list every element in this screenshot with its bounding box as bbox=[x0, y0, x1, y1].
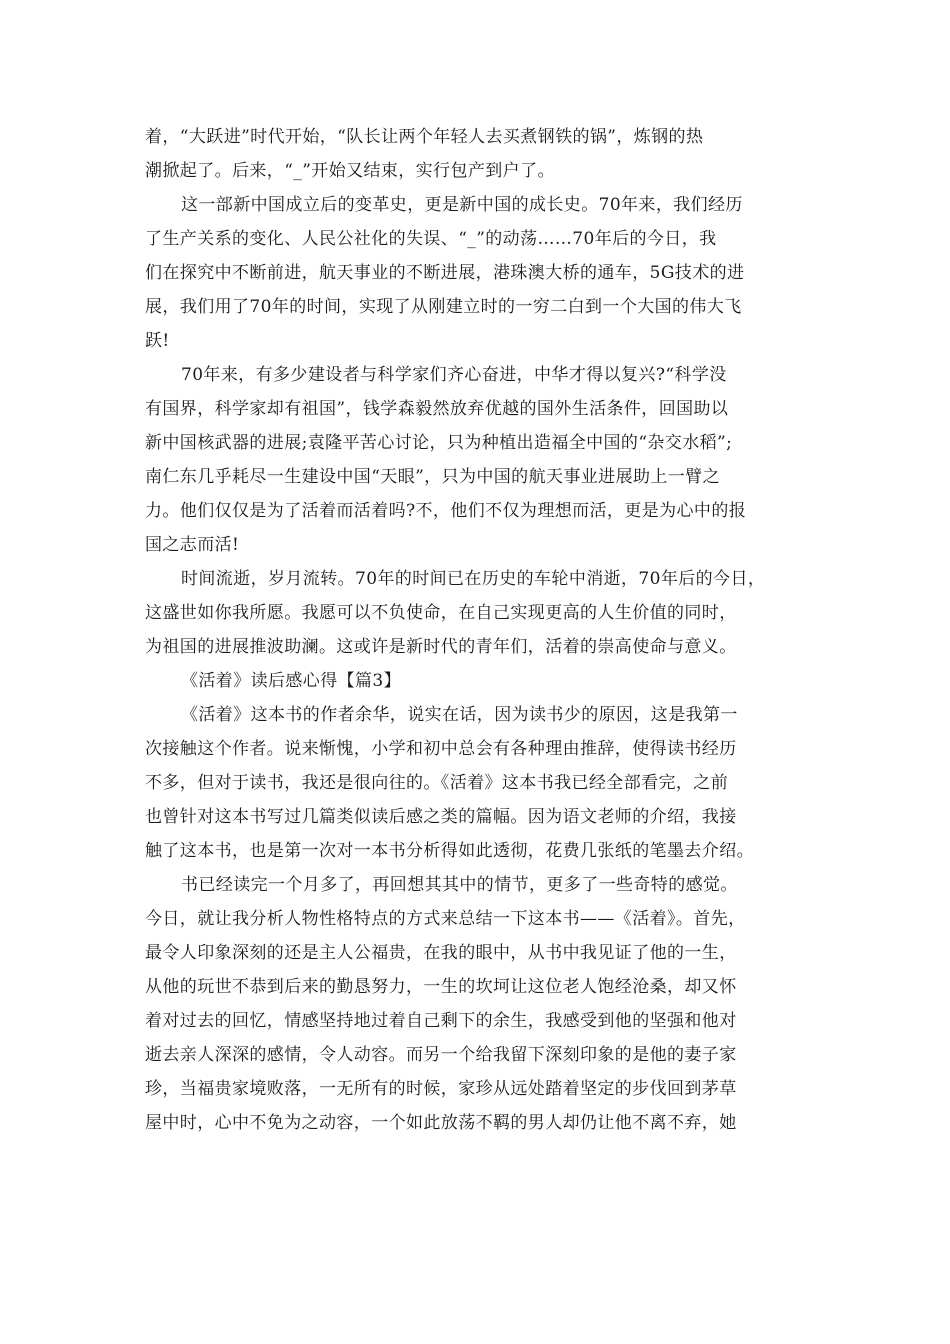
text-line: 着，“大跃进”时代开始，“队长让两个年轻人去买煮钢铁的锅”，炼钢的热 bbox=[145, 127, 704, 147]
document-body bbox=[145, 120, 810, 1140]
paragraph-start-line: 书已经读完一个月多了，再回想其其中的情节，更多了一些奇特的感觉。 bbox=[181, 875, 738, 895]
text-line: 最令人印象深刻的还是主人公福贵，在我的眼中，从书中我见证了他的一生， bbox=[145, 943, 737, 963]
paragraph-start-line: 这一部新中国成立后的变革史，更是新中国的成长史。70年来，我们经历 bbox=[181, 195, 743, 215]
text-line: 跃! bbox=[145, 331, 170, 351]
text-line: 逝去亲人深深的感情，令人动容。而另一个给我留下深刻印象的是他的妻子家 bbox=[145, 1045, 737, 1065]
paragraph-start-line: 《活着》这本书的作者余华，说实在话，因为读书少的原因，这是我第一 bbox=[181, 705, 738, 725]
text-line: 们在探究中不断前进，航天事业的不断进展，港珠澳大桥的通车，5G技术的进 bbox=[145, 263, 745, 283]
text-line: 次接触这个作者。说来惭愧，小学和初中总会有各种理由推辞，使得读书经历 bbox=[145, 739, 737, 759]
text-line: 珍，当福贵家境败落，一无所有的时候，家珍从远处踏着坚定的步伐回到茅草 bbox=[145, 1079, 737, 1099]
text-line: 力。他们仅仅是为了活着而活着吗?不，他们不仅为理想而活，更是为心中的报 bbox=[145, 501, 747, 521]
text-line: 国之志而活! bbox=[145, 535, 240, 555]
text-line: 南仁东几乎耗尽一生建设中国“天眼”，只为中国的航天事业进展助上一臂之 bbox=[145, 467, 720, 487]
text-line: 为祖国的进展推波助澜。这或许是新时代的青年们，活着的崇高使命与意义。 bbox=[145, 637, 737, 657]
text-line: 潮掀起了。后来，“_”开始又结束，实行包产到户了。 bbox=[145, 161, 555, 181]
text-line: 有国界，科学家却有祖国”，钱学森毅然放弃优越的国外生活条件，回国助以 bbox=[145, 399, 729, 419]
text-line: 新中国核武器的进展;袁隆平苦心讨论，只为种植出造福全中国的“杂交水稻”; bbox=[145, 433, 733, 453]
text-line: 着对过去的回忆，情感坚持地过着自己剩下的余生，我感受到他的坚强和他对 bbox=[145, 1011, 737, 1031]
paragraph-start-line: 70年来，有多少建设者与科学家们齐心奋进，中华才得以复兴?“科学没 bbox=[181, 365, 727, 385]
section-heading: 《活着》读后感心得【篇3】 bbox=[181, 671, 402, 691]
text-line: 也曾针对这本书写过几篇类似读后感之类的篇幅。因为语文老师的介绍，我接 bbox=[145, 807, 737, 827]
text-line: 从他的玩世不恭到后来的勤恳努力，一生的坎坷让这位老人饱经沧桑，却又怀 bbox=[145, 977, 737, 997]
text-line: 展，我们用了70年的时间，实现了从刚建立时的一穷二白到一个大国的伟大飞 bbox=[145, 297, 742, 317]
text-line: 不多，但对于读书，我还是很向往的。《活着》这本书我已经全部看完，之前 bbox=[145, 773, 729, 793]
text-line: 今日，就让我分析人物性格特点的方式来总结一下这本书——《活着》。首先， bbox=[145, 909, 746, 929]
text-line: 屋中时，心中不免为之动容，一个如此放荡不羁的男人却仍让他不离不弃，她 bbox=[145, 1113, 737, 1133]
paragraph-start-line: 时间流逝，岁月流转。70年的时间已在历史的车轮中消逝，70年后的今日， bbox=[181, 569, 766, 589]
text-line: 这盛世如你我所愿。我愿可以不负使命，在自己实现更高的人生价值的同时， bbox=[145, 603, 737, 623]
text-line: 了生产关系的变化、人民公社化的失误、“_”的动荡……70年后的今日，我 bbox=[145, 229, 717, 249]
text-line: 触了这本书，也是第一次对一本书分析得如此透彻，花费几张纸的笔墨去介绍。 bbox=[145, 841, 754, 861]
